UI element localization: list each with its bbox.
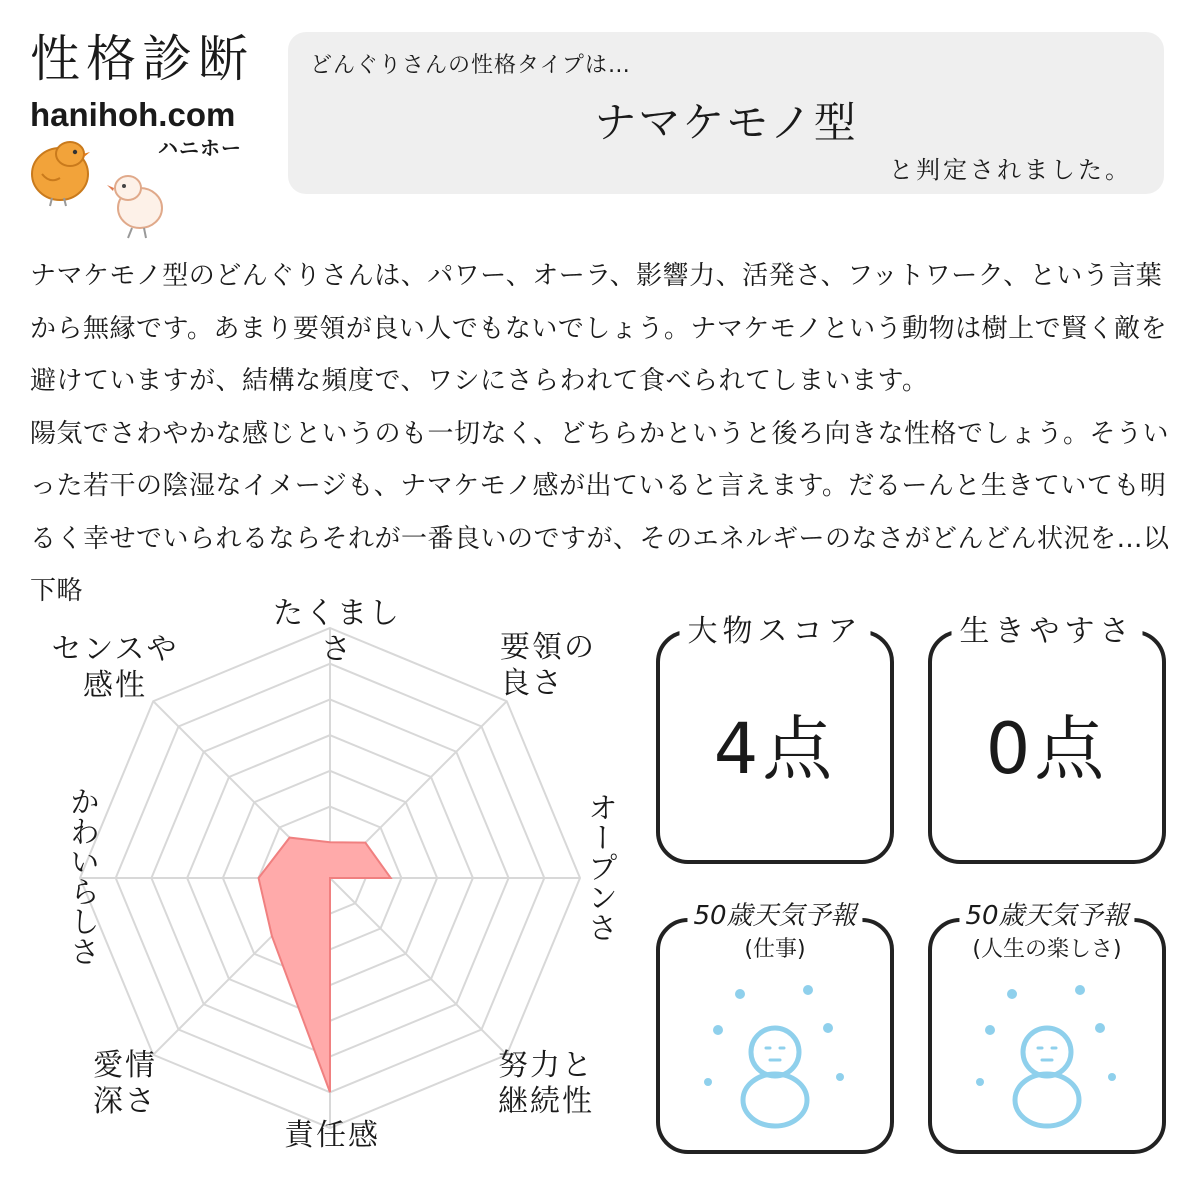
logo-title: 性格診断: [30, 30, 254, 88]
description: [30, 250, 1170, 618]
chick-birds-icon: [20, 140, 180, 245]
forecast-work-title: 50歳天気予報: [687, 898, 862, 934]
result-type: ナマケモノ型: [594, 98, 858, 147]
forecast-work-card: [656, 901, 894, 1154]
ohmono-score-title: 大物スコア: [680, 614, 871, 650]
forecast-life-card: [928, 901, 1166, 1154]
ikiyasusa-score-title: 生きやすさ: [952, 614, 1143, 650]
description-paragraph-2: 陽気でさわやかな感じというのも一切なく、どちらかというと後ろ向きな性格でしょう。そういった若干の陰湿なイメージも、ナマケモノ感が出ていると言えます。だるーんと生きていても明るく幸せでいられるならそれが一番良いのですが、そのエネルギーのなさがどんどん状況を…以下略: [30, 418, 1170, 606]
radar-axis-line: [330, 878, 507, 1055]
radar-label: センスや 感性: [51, 632, 179, 703]
logo-kana: ハニホー: [158, 136, 242, 160]
result-lead: どんぐりさんの性格タイプは…: [310, 53, 631, 78]
result-tail: と判定されました。: [889, 156, 1132, 184]
forecast-work-subtitle: (仕事): [744, 937, 806, 962]
radar-label: 愛情 深さ: [93, 1048, 157, 1119]
radar-label: 努力と 継続性: [498, 1048, 594, 1119]
radar-label: 責任感: [284, 1118, 380, 1153]
radar-label: オープンさ: [582, 792, 617, 942]
forecast-life-subtitle: (人生の楽しさ): [972, 937, 1122, 962]
radar-label: たくましさ: [273, 596, 401, 667]
radar-label: かわいらしさ: [64, 786, 99, 966]
result-box: [288, 32, 1164, 194]
ikiyasusa-score-value: 0点: [985, 708, 1109, 790]
snowman-icon: [972, 982, 1122, 1132]
ohmono-score-card: [656, 614, 894, 864]
snowman-icon: [700, 982, 850, 1132]
forecast-life-title: 50歳天気予報: [959, 898, 1134, 934]
ikiyasusa-score-card: [928, 614, 1166, 864]
radar-value-shape: [259, 838, 391, 1093]
radar-label: 要領の 良さ: [500, 630, 596, 701]
ohmono-score-value: 4点: [713, 708, 837, 790]
description-paragraph-1: ナマケモノ型のどんぐりさんは、パワー、オーラ、影響力、活発さ、フットワーク、という言葉から無縁です。あまり要領が良い人でもないでしょう。ナマケモノという動物は樹上で賢く敵を避けていますが、結構な頻度で、ワシにさらわれて食べられてしまいます。: [30, 261, 1168, 396]
logo-domain: hanihoh.com: [30, 96, 236, 133]
